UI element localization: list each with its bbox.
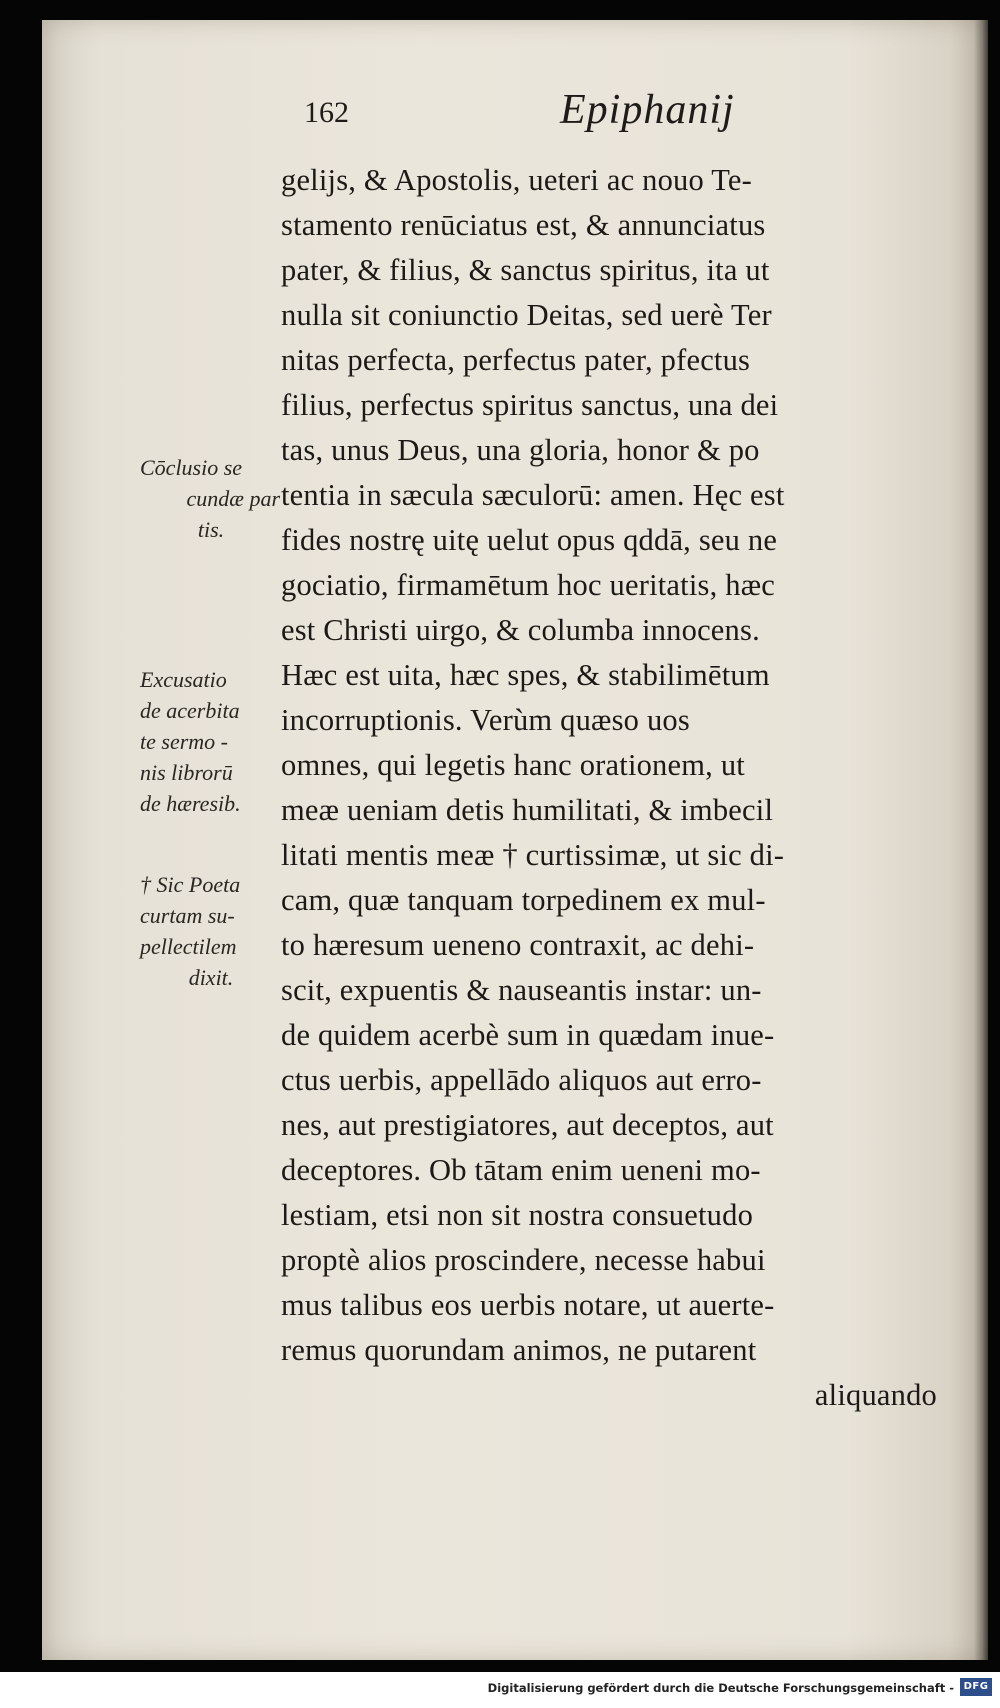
text-line: gociatio, firmamētum hoc ueritatis, hæc	[281, 568, 775, 602]
digitization-footer	[0, 1672, 1000, 1708]
text-line: to hæresum ueneno contraxit, ac dehi-	[281, 928, 755, 962]
text-line: scit, expuentis & nauseantis instar: un-	[281, 973, 762, 1007]
margin-note-line: curtam su-	[140, 903, 235, 928]
funding-credit: Digitalisierung gefördert durch die Deutsche Forschungsgemeinschaft -	[487, 1681, 954, 1695]
margin-notes	[140, 20, 282, 1660]
text-line: mus talibus eos uerbis notare, ut auerte-	[281, 1288, 775, 1322]
text-line: lestiam, etsi non sit nostra consuetudo	[281, 1198, 754, 1232]
margin-note-line: Excusatio	[140, 667, 227, 692]
catchword: aliquando	[814, 1378, 937, 1412]
margin-note-line: † Sic Poeta	[140, 872, 241, 897]
text-line: nes, aut prestigiatores, aut deceptos, aut	[281, 1108, 774, 1142]
book-page	[42, 20, 988, 1660]
text-line: cam, quæ tanquam torpedinem ex mul-	[281, 883, 766, 917]
text-line: de quidem acerbè sum in quædam inue-	[281, 1018, 775, 1052]
text-line: gelijs, & Apostolis, ueteri ac nouo Te-	[281, 163, 753, 197]
main-text-block	[281, 158, 951, 1418]
margin-note-line: Cōclusio se	[140, 455, 243, 480]
margin-note-conclusio	[140, 452, 282, 545]
text-line: proptè alios proscindere, necesse habui	[281, 1243, 766, 1277]
page-number: 162	[304, 96, 349, 129]
text-line: nulla sit coniunctio Deitas, sed uerè Ter	[281, 298, 772, 332]
margin-note-excusatio	[140, 664, 282, 819]
text-line: tas, unus Deus, una gloria, honor & po	[281, 433, 760, 467]
text-line: est Christi uirgo, & columba innocens.	[281, 613, 760, 647]
text-line: omnes, qui legetis hanc orationem, ut	[281, 748, 745, 782]
margin-note-line: cundæ par	[186, 486, 280, 511]
text-line: deceptores. Ob tātam enim ueneni mo-	[281, 1153, 761, 1187]
text-line: filius, perfectus spiritus sanctus, una dei	[281, 388, 779, 422]
text-line: remus quorundam animos, ne putarent	[281, 1333, 757, 1367]
margin-note-poeta	[140, 869, 282, 993]
page-header	[304, 86, 824, 146]
margin-note-line: te sermo -	[140, 729, 228, 754]
margin-note-line: tis.	[197, 517, 225, 542]
text-line: meæ ueniam detis humilitati, & imbecil	[281, 793, 774, 827]
text-line: litati mentis meæ † curtissimæ, ut sic di-	[281, 838, 785, 872]
margin-note-line: dixit.	[188, 965, 234, 990]
margin-note-line: pellectilem	[140, 934, 237, 959]
dfg-logo-icon: DFG	[960, 1678, 992, 1696]
margin-note-line: de acerbita	[140, 698, 240, 723]
text-line: Hæc est uita, hæc spes, & stabilimētum	[281, 658, 770, 692]
page-edge-shadow	[974, 20, 988, 1660]
text-line: ctus uerbis, appellādo aliquos aut erro-	[281, 1063, 762, 1097]
text-line: incorruptionis. Verùm quæso uos	[281, 703, 690, 737]
text-line: fides nostrę uitę uelut opus qddā, seu ne	[281, 523, 778, 557]
text-line: pater, & filius, & sanctus spiritus, ita ut	[281, 253, 770, 287]
text-line: stamento renūciatus est, & annunciatus	[281, 208, 766, 242]
margin-note-line: de hæresib.	[140, 791, 241, 816]
text-line: tentia in sæcula sæculorū: amen. Hęc est	[281, 478, 785, 512]
text-line: nitas perfecta, perfectus pater, pfectus	[281, 343, 751, 377]
running-title: Epiphanij	[560, 87, 735, 133]
margin-note-line: nis librorū	[140, 760, 233, 785]
